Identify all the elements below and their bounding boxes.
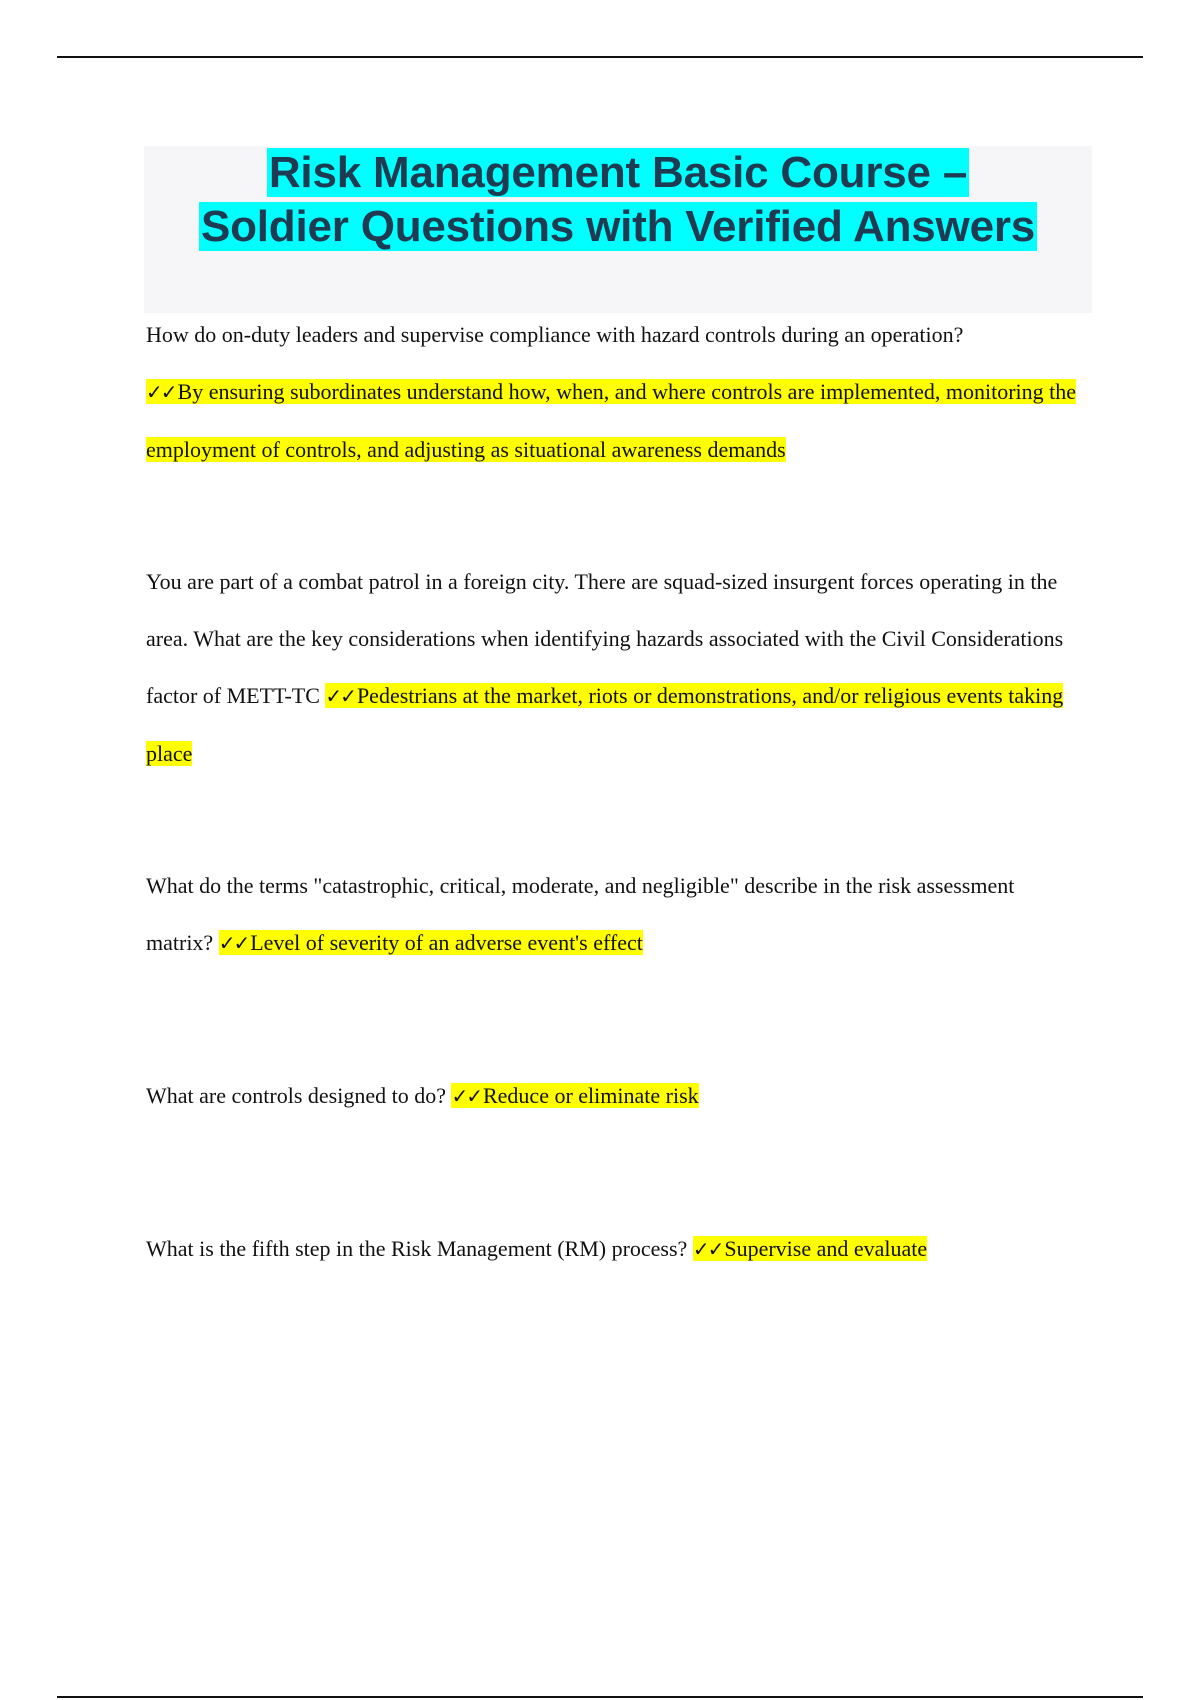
page-title-line-1: Risk Management Basic Course – [268,148,968,197]
double-check-icon: ✓✓ [218,931,249,955]
qa-item-1 [146,306,1086,478]
question-text: What do the terms "catastrophic, critical, moderate, and negligible" describe in the risk assessment matrix? [146,873,1015,955]
header-rule [57,56,1143,58]
answer-text: Supervise and evaluate [724,1236,928,1261]
qa-item-2 [146,553,1086,782]
qa-item-3 [146,857,1086,972]
title-block [144,146,1092,313]
question-text: What are controls designed to do? [146,1083,446,1108]
answer-text: Level of severity of an adverse event's effect [250,930,643,955]
answer-text: Reduce or eliminate risk [482,1083,699,1108]
question-text: What is the fifth step in the Risk Management (RM) process? [146,1236,688,1261]
answer-text: Pedestrians at the market, riots or demonstrations, and/or religious events taking place [146,683,1064,766]
answer-highlight [451,1083,698,1108]
answer-highlight [693,1236,927,1261]
double-check-icon: ✓✓ [451,1084,481,1108]
answer-highlight [219,930,643,955]
qa-list [146,306,1086,1278]
double-check-icon: ✓✓ [692,1237,723,1261]
page-title-line-2: Soldier Questions with Verified Answers [200,202,1036,251]
double-check-icon: ✓✓ [325,684,355,708]
qa-item-4 [146,1067,1086,1125]
answer-highlight [146,379,1076,462]
footer-rule [57,1696,1143,1698]
question-text: How do on-duty leaders and supervise compliance with hazard controls during an operation? [146,322,964,347]
qa-item-5 [146,1220,1086,1278]
question-text: You are part of a combat patrol in a foreign city. There are squad-sized insurgent forces operating in the area. What are the key considerations when identifying hazards associated with the Civil Considerations factor of METT-TC [146,569,1064,708]
answer-text: By ensuring subordinates understand how, when, and where controls are implemented, monitoring the employment of controls, and adjusting as situational awareness demands [146,379,1077,462]
double-check-icon: ✓✓ [146,380,176,404]
